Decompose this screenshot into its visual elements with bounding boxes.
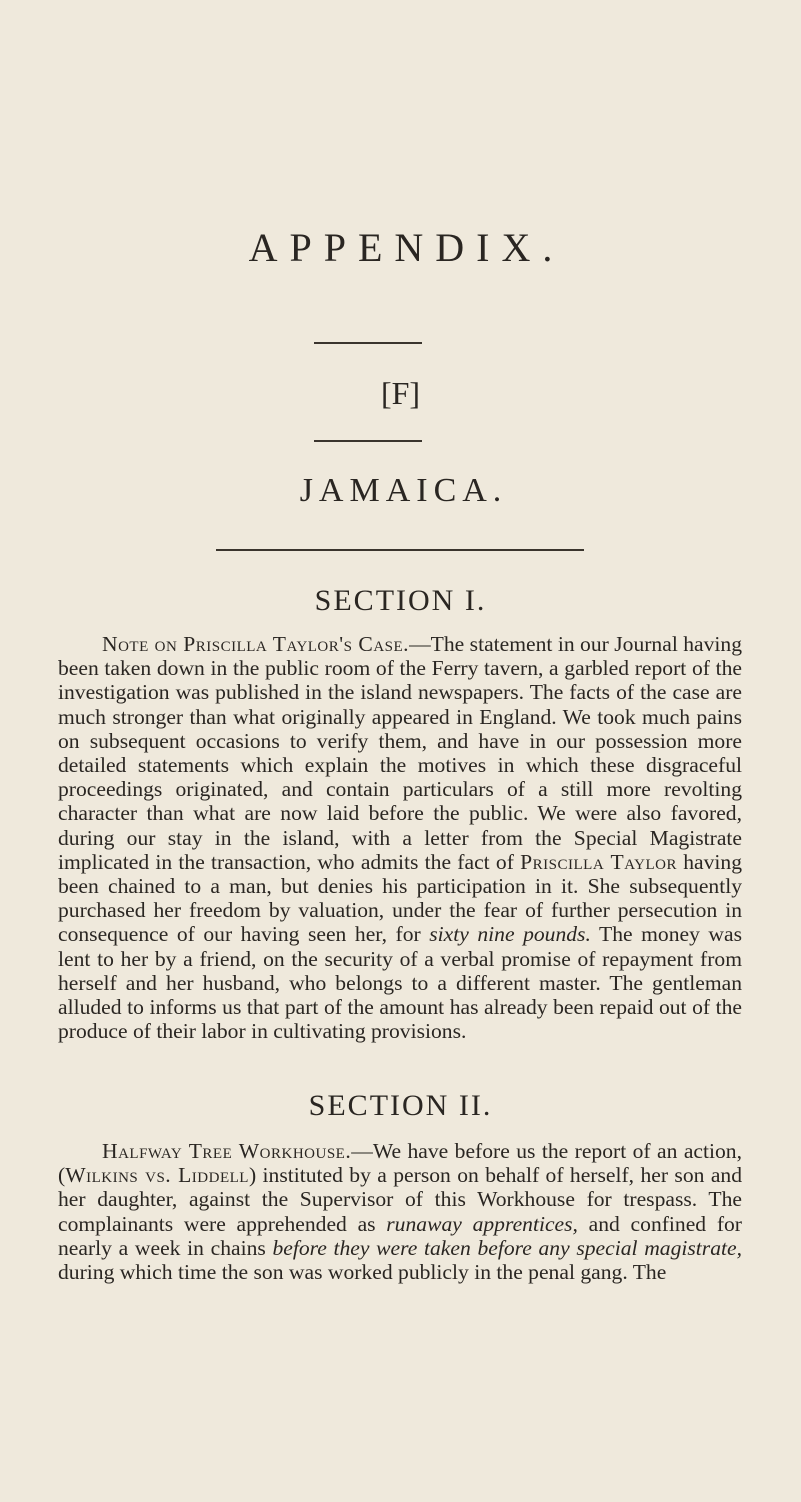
section-two-paragraph [58, 1139, 742, 1284]
section-one-paragraph [58, 632, 742, 1043]
divider-rule [314, 342, 422, 344]
country-heading: JAMAICA. [299, 472, 508, 509]
paragraph-text: —We have before us the report of an action, ( [58, 1139, 742, 1188]
section-two-heading: SECTION II. [308, 1089, 493, 1122]
divider-rule [314, 440, 422, 442]
amount-italic: sixty nine pounds. [429, 922, 591, 947]
paragraph-text: —The statement in our Journal having been taken down in the public room of the Ferry tavern, a garbled report of the investigation was published in the island newspapers. The facts of the case are much stronger than what originally appeared in England. We took much pains on subsequent occasions to verify them, and have in our possession more detailed statements which explain the motives in which these disgraceful proceedings originated, and contain particulars of a still more revolting character than what are now laid before the public. We were also favored, during our stay in the island, with a letter from the Special Magistrate implicated in the transaction, who admits the fact of [58, 632, 743, 874]
paragraph-text: during which time the son was worked publicly in the penal gang. The [58, 1260, 667, 1285]
paragraph-text: ) instituted by a person on behalf of herself, her son and her daughter, against the Supervisor of this Workhouse for trespass. The complainants were apprehended as [58, 1163, 743, 1236]
section-one-heading: SECTION I. [314, 584, 487, 617]
appendix-title: APPENDIX. [248, 225, 565, 270]
section-one-lead-in: Note on Priscilla Taylor's Case. [102, 632, 410, 656]
before-taken-italic: before they were taken before any special magistrate, [272, 1235, 742, 1260]
case-name: Wilkins vs. Liddell [65, 1163, 249, 1188]
paragraph-text: and confined for nearly a week in chains [58, 1211, 743, 1260]
section-two-lead-in: Halfway Tree Workhouse. [102, 1139, 352, 1163]
appendix-letter: [F] [380, 375, 421, 411]
person-name: Priscilla Taylor [520, 849, 677, 874]
runaway-italic: runaway apprentices, [386, 1211, 578, 1236]
paragraph-text: The money was lent to her by a friend, on the security of a verbal promise of repayment from herself and her husband, who belongs to a different master. The gentleman alluded to informs us that part of the amount has already been repaid out of the produce of their labor in cultivating provisions. [58, 922, 742, 1044]
paragraph-text: having been chained to a man, but denies his participation in it. She subsequently purchased her freedom by valuation, under the fear of further persecution in consequence of our having seen her, for [58, 849, 742, 947]
divider-rule [216, 549, 584, 551]
